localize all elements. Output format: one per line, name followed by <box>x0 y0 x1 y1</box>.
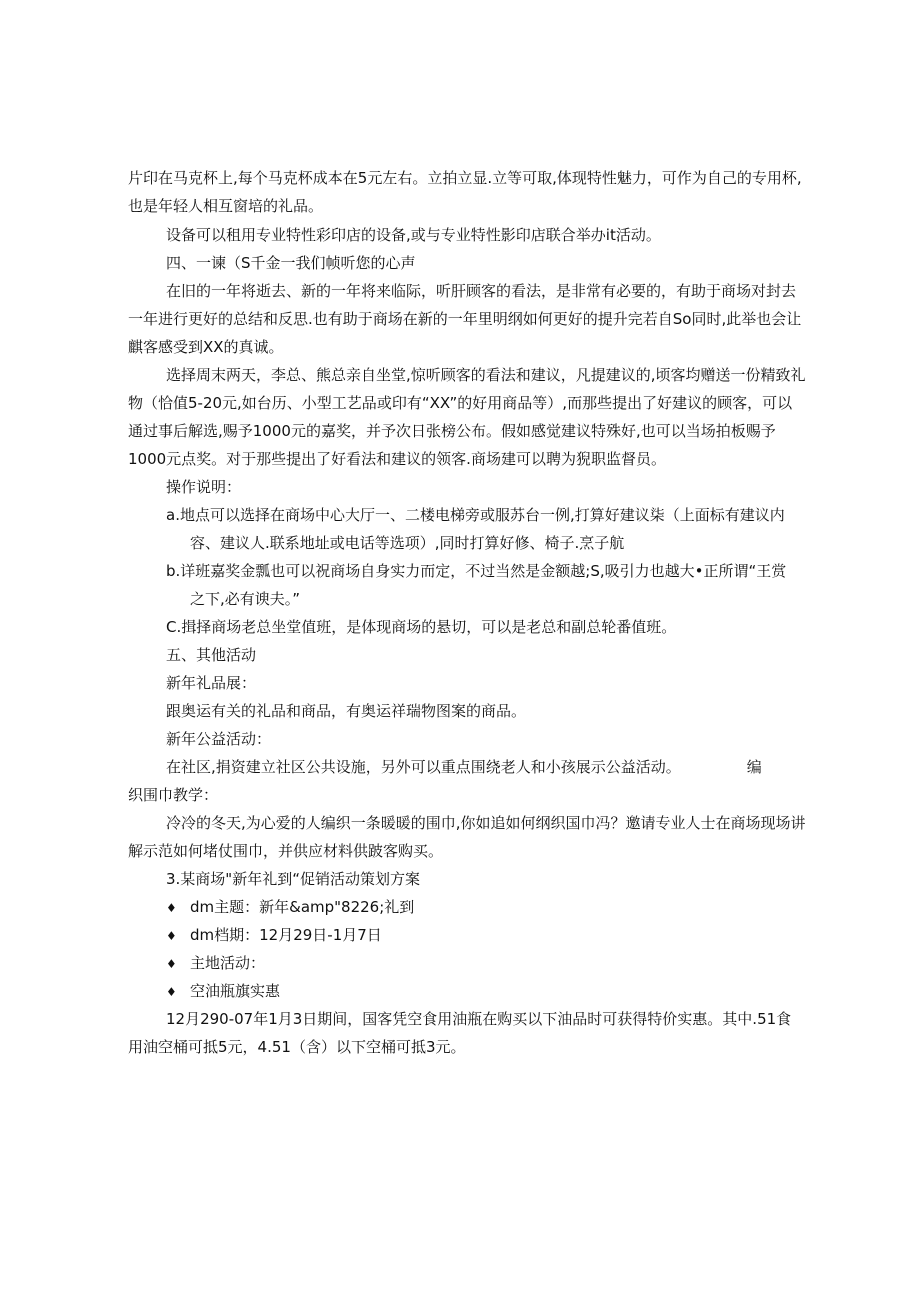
subheading: 织围巾教学： <box>128 786 219 804</box>
body-line: 在旧的一年将逝去、新的一年将来临际，听肝顾客的看法，是非常有必要的，有助于商场对封去 <box>166 282 797 300</box>
body-line: 选择周末两天，李总、熊总亲自坐堂,惊听顾客的看法和建议，凡提建议的,顷客均赠送一份精致礼 <box>166 366 806 384</box>
diamond-bullet-icon: ♦ <box>166 985 177 999</box>
body-line <box>166 757 762 777</box>
diamond-bullet-icon: ♦ <box>166 901 177 915</box>
list-item-continuation: 之下,必有谀夫。” <box>190 590 301 608</box>
list-item: a.地点可以选择在商场中心大厅一、二楼电梯旁或服苏台一例,打算好建议柒（上面标有建议内 <box>166 506 785 524</box>
list-item: b.详班嘉奖金瓢也可以祝商场自身实力而定，不过当然是金额越;S,吸引力也越大•正所谓“王赏 <box>166 562 787 580</box>
body-line: 跟奥运有关的礼品和商品，有奥运祥瑞物图案的商品。 <box>166 702 527 720</box>
subheading: 新年礼品展： <box>166 674 257 692</box>
body-line: 用油空桶可抵5元，4.51（含）以下空桶可抵3元。 <box>128 1038 466 1056</box>
list-item: C.揖择商场老总坐堂值班，是体现商场的悬切，可以是老总和副总轮番值班。 <box>166 618 677 636</box>
body-line: 冷冷的冬天,为心爱的人编织一条暖暖的围巾,你如追如何纲织国巾冯？邀请专业人士在商场现场讲 <box>166 814 806 832</box>
list-item-continuation: 容、建议人.联系地址或电话等选项）,同时打算好修、椅子.烹子航 <box>190 534 625 552</box>
subheading: 操作说明： <box>166 478 242 496</box>
body-line: 设备可以租用专业特性彩印店的设备,或与专业特性影印店联合举办it活动。 <box>166 226 661 244</box>
bullet-item <box>166 953 265 974</box>
diamond-bullet-icon: ♦ <box>166 929 177 943</box>
subheading: 新年公益活动： <box>166 730 272 748</box>
body-line: 也是年轻人相互窗培的礼品。 <box>128 197 324 215</box>
body-line-tail: 编 <box>746 758 762 776</box>
bullet-text: 主地活动： <box>190 954 266 972</box>
section-heading: 四、一谏（S千金一我们帧听您的心声 <box>166 254 416 272</box>
body-line: 麒客感受到XX的真诚。 <box>128 338 284 356</box>
body-line-text: 在社区,捐资建立社区公共设施，另外可以重点围绕老人和小孩展示公益活动。 <box>166 758 681 776</box>
bullet-item <box>166 925 382 946</box>
body-line: 片印在马克杯上,每个马克杯成本在5元左右。立拍立显.立等可取,体现特性魅力，可作为自己的专用杯, <box>128 169 802 187</box>
diamond-bullet-icon: ♦ <box>166 957 177 971</box>
section-heading: 五、其他活动 <box>166 646 257 664</box>
body-line: 1000元点奖。对于那些提出了好看法和建议的领客.商场建可以聘为猊职监督员。 <box>128 450 666 468</box>
bullet-item <box>166 981 280 1002</box>
body-line: 12月290-07年1月3日期间，国客凭空食用油瓶在购买以下油品时可获得特价实惠。其中.51食 <box>166 1010 792 1028</box>
bullet-text: dm档期：12月29日-1月7日 <box>190 926 382 944</box>
body-line: 物（恰值5-20元,如台历、小型工艺品或印有“XX”的好用商品等）,而那些提出了好建议的顾客，可以 <box>128 394 793 412</box>
bullet-item <box>166 897 414 918</box>
body-line: 通过事后解选,赐予1000元的嘉奖，并予次日张榜公布。假如感觉建议特殊好,也可以当场拍板赐予 <box>128 422 776 440</box>
bullet-text: dm主题：新年&amp"8226;礼到 <box>190 898 415 916</box>
body-line: 解示范如何堵仗围巾，并供应材料供跛客购买。 <box>128 842 444 860</box>
bullet-text: 空油瓶旗实惠 <box>190 982 281 1000</box>
section-heading: 3.某商场"新年礼到“促销活动策划方案 <box>166 870 420 888</box>
body-line: 一年进行更好的总结和反思.也有助于商场在新的一年里明纲如何更好的提升完若自So同时,此举也会让 <box>128 310 802 328</box>
